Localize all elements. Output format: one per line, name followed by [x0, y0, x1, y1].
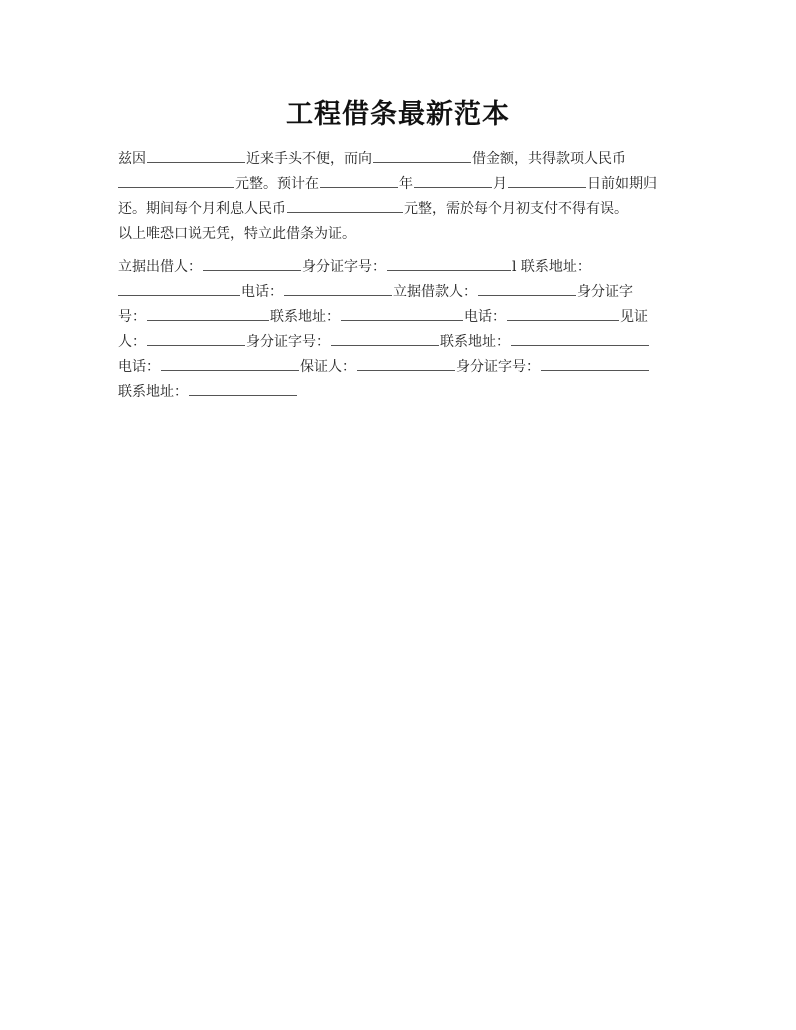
document-title: 工程借条最新范本 [286, 99, 510, 130]
blank-lender-address [118, 281, 240, 296]
blank-lender-name [373, 148, 471, 163]
paragraph-line [118, 197, 678, 222]
text-borrower-label: 立据借款人： [393, 284, 477, 300]
text-borrower-id-label-end: 号： [118, 309, 146, 325]
paragraph-line [118, 355, 678, 380]
blank-day [508, 173, 586, 188]
paragraph-line [118, 255, 678, 280]
text-lender-label: 立据出借人： [118, 259, 202, 275]
blank-guarantor-address [189, 381, 297, 396]
text-interest-label: 还。期间每个月利息人民币 [118, 201, 286, 217]
paragraph-line [118, 330, 678, 355]
text-reason-prefix: 兹因 [118, 151, 146, 167]
blank-amount [118, 173, 234, 188]
loan-body-paragraph [118, 147, 678, 247]
text-guarantor-id-label: 身分证字号： [456, 359, 540, 375]
text-borrower-id-label: 身分证字 [577, 284, 633, 300]
text-borrower-phone-label: 电话： [464, 309, 506, 325]
blank-borrower [478, 281, 576, 296]
paragraph-line [118, 172, 678, 197]
blank-witness-id [331, 331, 439, 346]
text-month: 月 [493, 176, 507, 192]
blank-borrower-name [147, 148, 245, 163]
blank-lender [203, 256, 301, 271]
text-guarantor-address-label: 联系地址： [118, 384, 188, 400]
text-borrower-address-label: 联系地址： [270, 309, 340, 325]
text-interest-terms: 元整，需於每个月初支付不得有误。 [404, 201, 628, 217]
blank-guarantor [357, 356, 455, 371]
text-lender-phone-label: 电话： [241, 284, 283, 300]
blank-month [414, 173, 492, 188]
text-amount-label: 借金额，共得款项人民币 [472, 151, 626, 167]
text-closing-statement: 以上唯恐口说无凭，特立此借条为证。 [118, 226, 356, 242]
blank-lender-phone [284, 281, 392, 296]
blank-borrower-phone [507, 306, 619, 321]
text-lender-address-label: l 联系地址： [512, 259, 591, 275]
paragraph-line [118, 222, 678, 247]
text-witness-label-end: 人： [118, 334, 146, 350]
text-lender-id-label: 身分证字号： [302, 259, 386, 275]
blank-interest-amount [287, 198, 403, 213]
text-witness-address-label: 联系地址： [440, 334, 510, 350]
blank-guarantor-id [541, 356, 649, 371]
blank-year [320, 173, 398, 188]
signature-paragraph [118, 255, 678, 405]
text-witness-phone-label: 电话： [118, 359, 160, 375]
blank-witness-address [511, 331, 649, 346]
text-borrow-from: 近来手头不便，而向 [246, 151, 372, 167]
paragraph-line [118, 305, 678, 330]
blank-borrower-address [341, 306, 463, 321]
paragraph-line [118, 147, 678, 172]
text-year: 年 [399, 176, 413, 192]
paragraph-line [118, 380, 678, 405]
text-day-repay: 日前如期归 [587, 176, 657, 192]
blank-lender-id [387, 256, 511, 271]
text-witness-label: 见证 [620, 309, 648, 325]
blank-witness-phone [161, 356, 299, 371]
text-witness-id-label: 身分证字号： [246, 334, 330, 350]
blank-borrower-id [147, 306, 269, 321]
blank-witness [147, 331, 245, 346]
paragraph-line [118, 280, 678, 305]
text-guarantor-label: 保证人： [300, 359, 356, 375]
text-yuan-due: 元整。预计在 [235, 176, 319, 192]
